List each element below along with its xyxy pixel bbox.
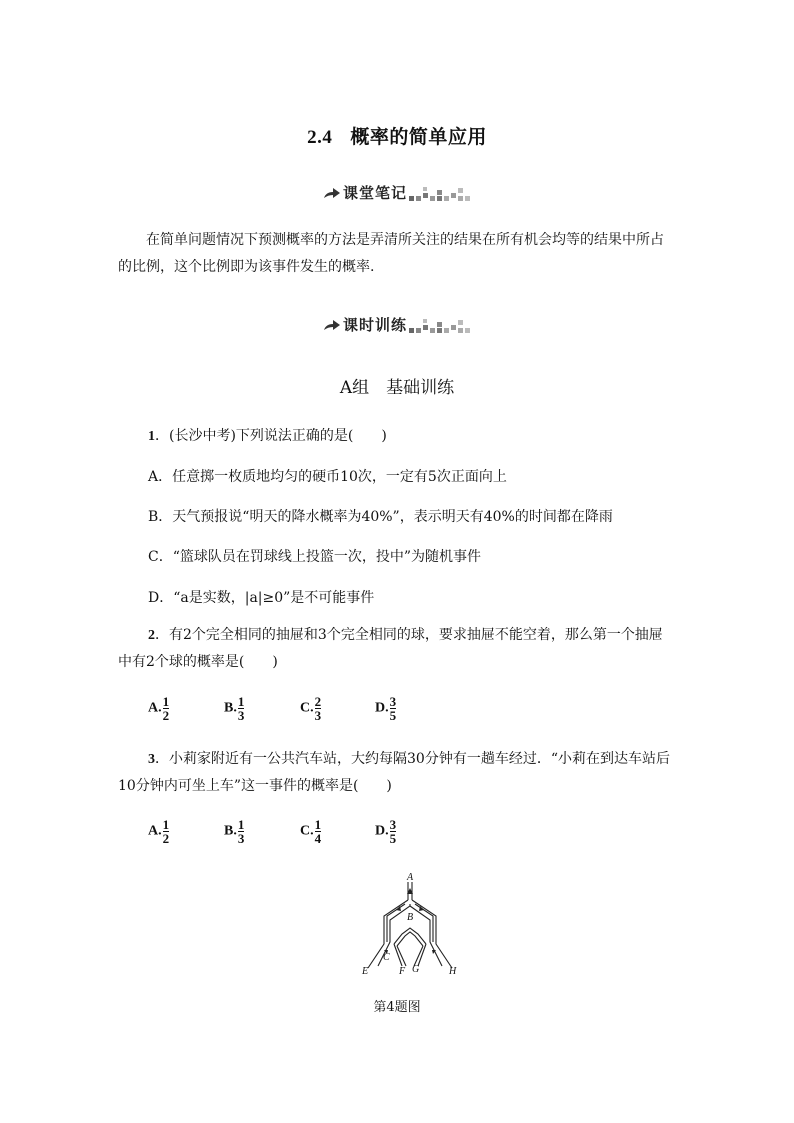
q2-option bbox=[148, 695, 169, 722]
label-F: F bbox=[399, 966, 406, 977]
fraction bbox=[238, 695, 245, 722]
fraction bbox=[163, 818, 170, 845]
q3-option bbox=[224, 818, 244, 845]
option-label: B. bbox=[224, 700, 237, 716]
q3-option bbox=[148, 818, 169, 845]
group-title: A组 基础训练 bbox=[339, 378, 455, 398]
fraction bbox=[315, 695, 322, 722]
section-number: 2.4 bbox=[307, 127, 333, 148]
numerator: 1 bbox=[237, 817, 245, 832]
arrow-icon bbox=[323, 186, 341, 200]
q1-option-c: C．“篮球队员在罚球线上投篮一次，投中”为随机事件 bbox=[148, 549, 482, 565]
option-label: D. bbox=[375, 823, 389, 839]
question-stem: ．(长沙中考)下列说法正确的是( ) bbox=[155, 428, 387, 444]
notes-line-2: 的比例，这个比例即为该事件发生的概率. bbox=[118, 259, 375, 275]
question-2 bbox=[118, 622, 688, 676]
banner-label: 课时训练 bbox=[343, 316, 408, 334]
option-label: D. bbox=[375, 700, 389, 716]
fraction bbox=[315, 818, 322, 845]
question-stem-line-1: ．有2个完全相同的抽屉和3个完全相同的球，要求抽屉不能空着，那么第一个抽屉 bbox=[155, 627, 663, 643]
denominator: 5 bbox=[389, 831, 397, 846]
question-number: 2 bbox=[148, 628, 155, 643]
figure-caption: 第4题图 bbox=[373, 1000, 421, 1015]
denominator: 3 bbox=[237, 831, 245, 846]
q3-options bbox=[148, 818, 448, 854]
numerator: 1 bbox=[162, 817, 170, 832]
option-label: C. bbox=[300, 823, 314, 839]
dots-decoration bbox=[407, 186, 471, 202]
q3-option bbox=[375, 818, 396, 845]
fraction bbox=[390, 818, 397, 845]
page-title bbox=[0, 122, 794, 149]
numerator: 3 bbox=[389, 817, 397, 832]
denominator: 2 bbox=[162, 831, 170, 846]
question-1 bbox=[148, 425, 688, 445]
option-label: B. bbox=[224, 823, 237, 839]
fraction bbox=[163, 695, 170, 722]
q2-option bbox=[300, 695, 321, 722]
question-stem-line-2: 中有2个球的概率是( ) bbox=[118, 654, 278, 670]
classroom-notes bbox=[118, 227, 678, 281]
numerator: 1 bbox=[314, 817, 322, 832]
numerator: 3 bbox=[389, 694, 397, 709]
arrow-icon bbox=[323, 318, 341, 332]
option-label: A. bbox=[148, 700, 162, 716]
numerator: 1 bbox=[237, 694, 245, 709]
denominator: 3 bbox=[237, 708, 245, 723]
question-number: 1 bbox=[148, 429, 155, 444]
denominator: 2 bbox=[162, 708, 170, 723]
question-stem-line-1: ．小莉家附近有一公共汽车站，大约每隔30分钟有一趟车经过．“小莉在到达车站后 bbox=[155, 751, 670, 767]
banner-label: 课堂笔记 bbox=[343, 184, 408, 202]
question-3 bbox=[118, 746, 688, 800]
path-diagram bbox=[350, 870, 470, 982]
q3-option bbox=[300, 818, 321, 845]
denominator: 4 bbox=[314, 831, 322, 846]
label-C: C bbox=[383, 952, 390, 963]
notes-line-1: 在简单问题情况下预测概率的方法是弄清所关注的结果在所有机会均等的结果中所占 bbox=[146, 232, 664, 248]
label-A: A bbox=[407, 872, 414, 883]
option-label: C. bbox=[300, 700, 314, 716]
label-B: B bbox=[407, 912, 414, 923]
practice-banner bbox=[323, 314, 471, 336]
classroom-notes-banner bbox=[323, 182, 471, 204]
q1-option-d: D．“a是实数，|a|≥0”是不可能事件 bbox=[148, 590, 375, 606]
q1-option-b: B．天气预报说“明天的降水概率为40%”，表示明天有40%的时间都在降雨 bbox=[148, 509, 613, 525]
numerator: 2 bbox=[314, 694, 322, 709]
question-stem-line-2: 10分钟内可坐上车”这一事件的概率是( ) bbox=[118, 778, 392, 794]
section-title: 概率的简单应用 bbox=[350, 126, 487, 148]
dots-decoration bbox=[407, 318, 471, 334]
fraction bbox=[238, 818, 245, 845]
option-label: A. bbox=[148, 823, 162, 839]
label-E: E bbox=[362, 966, 369, 977]
q2-option bbox=[375, 695, 396, 722]
denominator: 3 bbox=[314, 708, 322, 723]
question-number: 3 bbox=[148, 752, 155, 767]
label-G: G bbox=[412, 964, 420, 975]
q1-option-a: A．任意掷一枚质地均匀的硬币10次，一定有5次正面向上 bbox=[148, 469, 507, 485]
q2-options bbox=[148, 695, 448, 731]
denominator: 5 bbox=[389, 708, 397, 723]
numerator: 1 bbox=[162, 694, 170, 709]
fraction bbox=[390, 695, 397, 722]
q2-option bbox=[224, 695, 244, 722]
label-H: H bbox=[449, 966, 457, 977]
